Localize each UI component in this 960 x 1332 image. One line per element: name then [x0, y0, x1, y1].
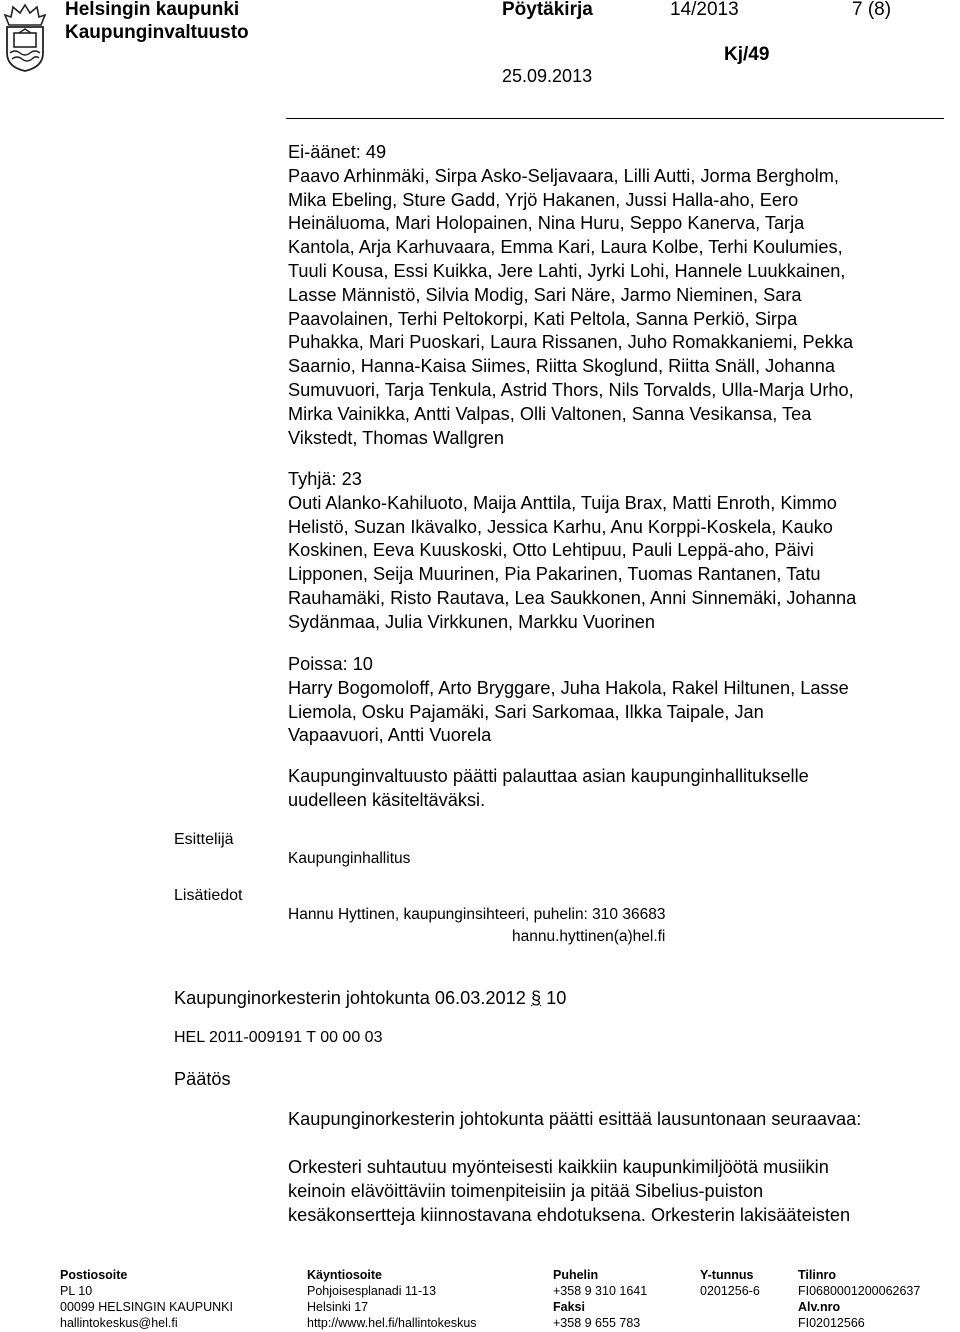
footer-account	[798, 1267, 920, 1331]
visit-line: Helsinki 17	[307, 1300, 369, 1314]
header-divider	[286, 118, 944, 119]
blank-votes-title: Tyhjä: 23	[288, 469, 362, 489]
absent-line: Liemola, Osku Pajamäki, Sari Sarkomaa, Ilkka Taipale, Jan	[288, 701, 764, 722]
presenter-value: Kaupunginhallitus	[288, 850, 411, 867]
ytunnus-value: 0201256-6	[700, 1284, 760, 1298]
postal-title: Postiosoite	[60, 1268, 128, 1282]
decision-line: uudelleen käsiteltäväksi.	[288, 789, 486, 810]
document-type: Pöytäkirja	[502, 0, 593, 20]
blank-votes-line: Helistö, Suzan Ikävalko, Jessica Karhu, Anu Korppi-Koskela, Kauko	[288, 516, 833, 537]
info-contact: Hannu Hyttinen, kaupunginsihteeri, puhelin: 310 36683	[288, 906, 666, 923]
no-votes-line: Paavo Arhinmäki, Sirpa Asko-Seljavaara, Lilli Autti, Jorma Bergholm,	[288, 165, 839, 186]
decision-line: Kaupunginvaltuusto päätti palauttaa asian kaupunginhallitukselle	[288, 766, 809, 786]
no-votes-section	[288, 141, 953, 450]
presenter-label: Esittelijä	[174, 831, 234, 848]
no-votes-line: Puhakka, Mari Puoskari, Laura Rissanen, Juho Romakkaniemi, Pekka	[288, 332, 854, 353]
item-title-suffix: 10	[541, 988, 567, 1008]
council-decision	[288, 765, 953, 813]
no-votes-line: Mika Ebeling, Sture Gadd, Yrjö Hakanen, Jussi Halla-aho, Eero	[288, 189, 799, 210]
footer-phone	[553, 1267, 647, 1331]
meeting-date: 25.09.2013	[502, 66, 593, 86]
ytunnus-title: Y-tunnus	[700, 1268, 754, 1282]
item-title-prefix: Kaupunginorkesterin johtokunta 06.03.2012	[174, 988, 531, 1008]
no-votes-line: Kantola, Arja Karhuvaara, Emma Kari, Laura Kolbe, Terhi Koulumies,	[288, 237, 843, 258]
no-votes-line: Saarnio, Hanna-Kaisa Siimes, Riitta Skoglund, Riitta Snäll, Johanna	[288, 356, 835, 377]
phone-number: +358 9 310 1641	[553, 1284, 648, 1298]
blank-votes-line: Rauhamäki, Risto Rautava, Lea Saukkonen, Anni Sinnemäki, Johanna	[288, 587, 857, 608]
statement-line: Orkesteri suhtautuu myönteisesti kaikkiin kaupunkimiljöötä musiikin	[288, 1157, 829, 1177]
footer-email-link[interactable]: hallintokeskus@hel.fi	[60, 1316, 178, 1330]
fax-title: Faksi	[553, 1300, 585, 1314]
visit-title: Käyntiosoite	[307, 1268, 383, 1282]
blank-votes-section	[288, 468, 953, 635]
case-reference: HEL 2011-009191 T 00 00 03	[174, 1029, 383, 1046]
council-name: Kaupunginvaltuusto	[65, 22, 249, 43]
section-symbol: §	[530, 988, 542, 1008]
postal-line: 00099 HELSINGIN KAUPUNKI	[60, 1300, 233, 1314]
vat-title: Alv.nro	[798, 1300, 841, 1314]
footer-website-link[interactable]: http://www.hel.fi/hallintokeskus	[307, 1316, 477, 1330]
absent-line: Harry Bogomoloff, Arto Bryggare, Juha Hakola, Rakel Hiltunen, Lasse	[288, 677, 849, 698]
blank-votes-line: Outi Alanko-Kahiluoto, Maija Anttila, Tuija Brax, Matti Enroth, Kimmo	[288, 492, 837, 513]
fax-number: +358 9 655 783	[553, 1316, 641, 1330]
no-votes-line: Heinäluoma, Mari Holopainen, Nina Huru, Seppo Kanerva, Tarja	[288, 213, 805, 234]
absent-title: Poissa: 10	[288, 654, 373, 674]
footer-ytunnus	[700, 1267, 760, 1299]
absent-section	[288, 653, 953, 748]
minutes-number: 14/2013	[670, 0, 739, 20]
blank-votes-line: Koskinen, Eeva Kuuskoski, Otto Lehtipuu, Pauli Leppä-aho, Päivi	[288, 540, 814, 561]
info-email: hannu.hyttinen(a)hel.fi	[512, 928, 666, 945]
blank-votes-line: Sydänmaa, Julia Virkkunen, Markku Vuorinen	[288, 611, 655, 632]
absent-line: Vapaavuori, Antti Vuorela	[288, 725, 492, 746]
agenda-item-title	[174, 987, 566, 1011]
page-number: 7 (8)	[852, 0, 892, 20]
city-name: Helsingin kaupunki	[65, 0, 240, 20]
footer-visit	[307, 1267, 477, 1331]
postal-line: PL 10	[60, 1284, 93, 1298]
visit-line: Pohjoisesplanadi 11-13	[307, 1284, 437, 1298]
account-title: Tilinro	[798, 1268, 836, 1282]
no-votes-line: Tuuli Kousa, Essi Kuikka, Jere Lahti, Jyrki Lohi, Hannele Luukkainen,	[288, 260, 846, 281]
no-votes-line: Lasse Männistö, Silvia Modig, Sari Näre, Jarmo Nieminen, Sara	[288, 284, 802, 305]
no-votes-line: Vikstedt, Thomas Wallgren	[288, 427, 504, 448]
vat-number: FI02012566	[798, 1316, 865, 1330]
info-label: Lisätiedot	[174, 887, 243, 904]
decision-label: Päätös	[174, 1069, 231, 1089]
account-number: FI0680001200062637	[798, 1284, 921, 1298]
no-votes-line: Mirka Vainikka, Antti Valpas, Olli Valtonen, Sanna Vesikansa, Tea	[288, 403, 812, 424]
reference-code: Kj/49	[724, 44, 770, 65]
statement	[288, 1156, 953, 1227]
phone-title: Puhelin	[553, 1268, 599, 1282]
decision-intro: Kaupunginorkesterin johtokunta päätti esittää lausuntonaan seuraavaa:	[288, 1109, 862, 1129]
footer-postal	[60, 1267, 233, 1331]
no-votes-line: Sumuvuori, Tarja Tenkula, Astrid Thors, Nils Torvalds, Ulla-Marja Urho,	[288, 379, 854, 400]
statement-line: kesäkonsertteja kiinnostavana ehdotuksena. Orkesterin lakisääteisten	[288, 1204, 851, 1225]
helsinki-coat-of-arms-logo	[3, 3, 47, 73]
blank-votes-line: Lipponen, Seija Muurinen, Pia Pakarinen, Tuomas Rantanen, Tatu	[288, 564, 821, 585]
statement-line: keinoin elävöittäviin toimenpiteisiin ja pitää Sibelius-puiston	[288, 1180, 764, 1201]
no-votes-title: Ei-äänet: 49	[288, 142, 387, 162]
no-votes-line: Paavolainen, Terhi Peltokorpi, Kati Peltola, Sanna Perkiö, Sirpa	[288, 308, 798, 329]
